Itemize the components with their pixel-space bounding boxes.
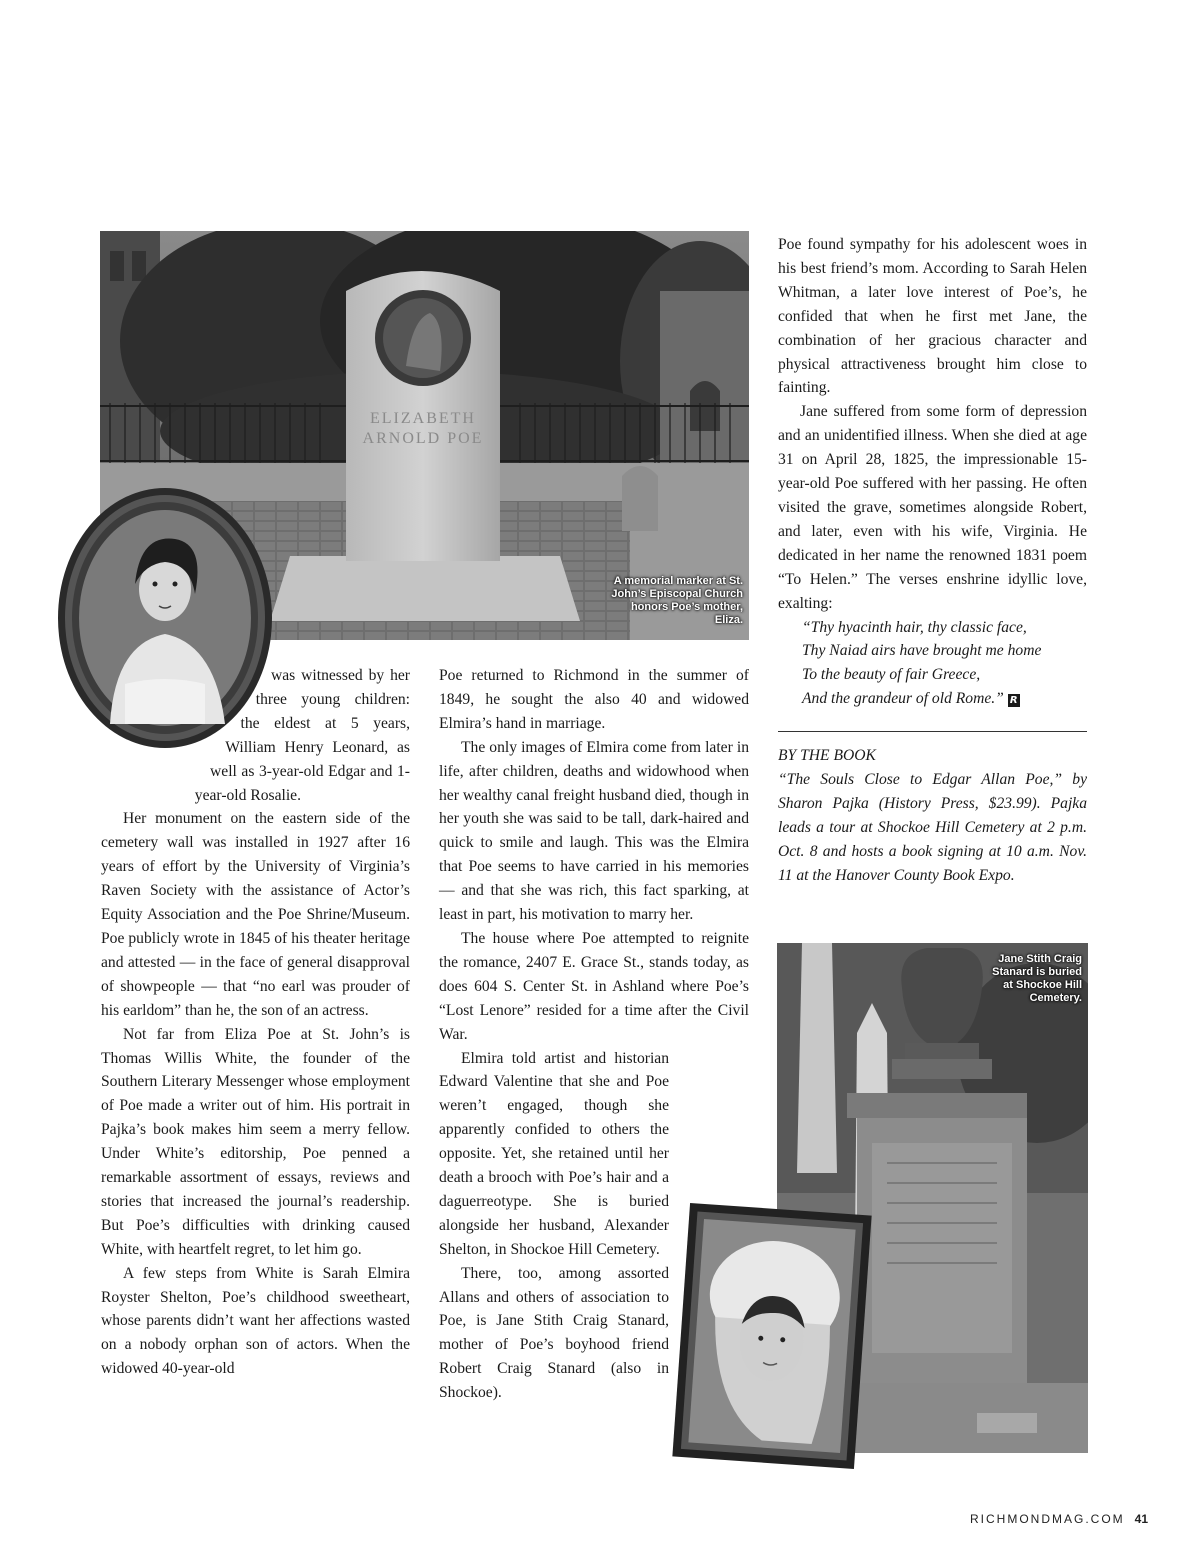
poem-line: To the beauty of fair Greece,: [802, 666, 981, 684]
memorial-inscription-line1: ELIZABETH: [370, 410, 476, 427]
poem-quote: [778, 616, 1087, 712]
page-footer: [970, 1512, 1148, 1526]
article-column-1: [101, 664, 410, 1381]
sidebar-divider: [778, 731, 1087, 732]
poem-line: Thy Naiad airs have brought me home: [802, 642, 1042, 660]
col2-paragraph-5: There, too, among assorted Allans and others of association to Poe, is Jane Stith Craig Stanard, mother of Poe’s boyhood friend Robert Craig Stanard (also in Shockoe).: [439, 1264, 669, 1402]
col2-paragraph-4: Elmira told artist and historian Edward Valentine that she and Poe weren’t engaged, though she apparently confided to others the opposite. Yet, she retained until her death a brooch with Poe’s hair and a daguerreotype. She is buried alongside her husband, Alexander Shelton, in Shockoe Hill Cemetery.: [439, 1049, 669, 1258]
col2-paragraph-2: The only images of Elmira come from later in life, after children, deaths and widowhood when her wealthy canal freight husband died, though in her youth she was said to be tall, dark-haired and quick to smile and laugh. This was the Elmira that Poe seems to have carried in his memories — and that she was rich, this fact sparking, at least in part, his motivation to marry her.: [439, 738, 749, 924]
col1-paragraph-1: was witnessed by her three young children: the eldest at 5 years, William Henry Leonard, as well as 3-year-old Edgar and 1-year-old Rosalie.: [194, 667, 410, 804]
end-mark-icon: R: [1009, 695, 1018, 707]
by-the-book-body: “The Souls Close to Edgar Allan Poe,” by Sharon Pajka (History Press, $23.99). Pajka leads a tour at Shockoe Hill Cemetery at 2 p.m. Oct. 8 and hosts a book signing at 10 a.m. Nov. 11 at the Hanover County Book Expo.: [778, 771, 1087, 885]
stanard-photo-caption: Jane Stith Craig Stanard is buried at Shockoe Hill Cemetery.: [992, 953, 1082, 1004]
by-the-book-title: BY THE BOOK: [778, 747, 876, 765]
memorial-inscription-line2: ARNOLD POE: [362, 430, 484, 447]
col3-paragraph-2: Jane suffered from some form of depression and an unidentified illness. When she died at age 31 on April 28, 1825, the impressionable 15-year-old Poe suffered with her passing. He often visited the grave, sometimes alongside Robert, and later, even with his wife, Virginia. He dedicated in her name the renowned 1831 poem “To Helen.” The verses enshrine idyllic love, exalting:: [778, 403, 1087, 612]
poem-line: “Thy hyacinth hair, thy classic face,: [802, 618, 1027, 636]
article-column-3: [778, 233, 1087, 888]
col1-paragraph-3: Not far from Eliza Poe at St. John’s is Thomas Willis White, the founder of the Southern Literary Messenger whose employment of Poe made a writer out of him. His portrait in Pajka’s book makes him seem a merry fellow. Under White’s editorship, Poe penned a remarkable assortment of essays, reviews and stories that increased the journal’s readership. But Poe’s difficulties with drinking caused White, with heartfelt regret, to let him go.: [101, 1025, 410, 1258]
col1-paragraph-4: A few steps from White is Sarah Elmira Royster Shelton, Poe’s childhood sweetheart, whose parents didn’t want her affections wasted on a nobody orphan son of actors. When the widowed 40-year-old: [101, 1264, 410, 1378]
poem-line: [802, 687, 1087, 711]
col2-paragraph-1: Poe returned to Richmond in the summer of 1849, he sought the also 40 and widowed Elmira’s hand in marriage.: [439, 667, 749, 732]
memorial-photo-caption: A memorial marker at St. John’s Episcopal Church honors Poe’s mother, Eliza.: [611, 575, 743, 626]
col3-paragraph-1: Poe found sympathy for his adolescent woes in his best friend’s mom. According to Sarah Helen Whitman, a later love interest of Poe’s, he confided that when he first met Jane, the combination of her gracious character and physical attractiveness brought him close to fainting.: [778, 236, 1087, 397]
page-number: 41: [1134, 1512, 1149, 1526]
col2-paragraph-3: The house where Poe attempted to reignite the romance, 2407 E. Grace St., stands today, as does 604 S. Center St. in Ashland where Poe’s “Lost Lenore” resided for a time after the Civil War.: [439, 929, 749, 1043]
site-url: RICHMONDMAG.COM: [970, 1512, 1125, 1526]
elmira-portrait: [669, 1201, 875, 1471]
col1-paragraph-2: Her monument on the eastern side of the cemetery wall was installed in 1927 after 16 years of effort by the University of Virginia’s Raven Society with the assistance of Actor’s Equity Association and the Poe Shrine/Museum. Poe publicly wrote in 1845 of his theater heritage and attested — in the face of general disapproval of showpeople — that “no earl was prouder of his earldom” than he, the son of an actress.: [101, 810, 410, 1019]
poem-line-text: And the grandeur of old Rome.”: [802, 690, 1004, 708]
